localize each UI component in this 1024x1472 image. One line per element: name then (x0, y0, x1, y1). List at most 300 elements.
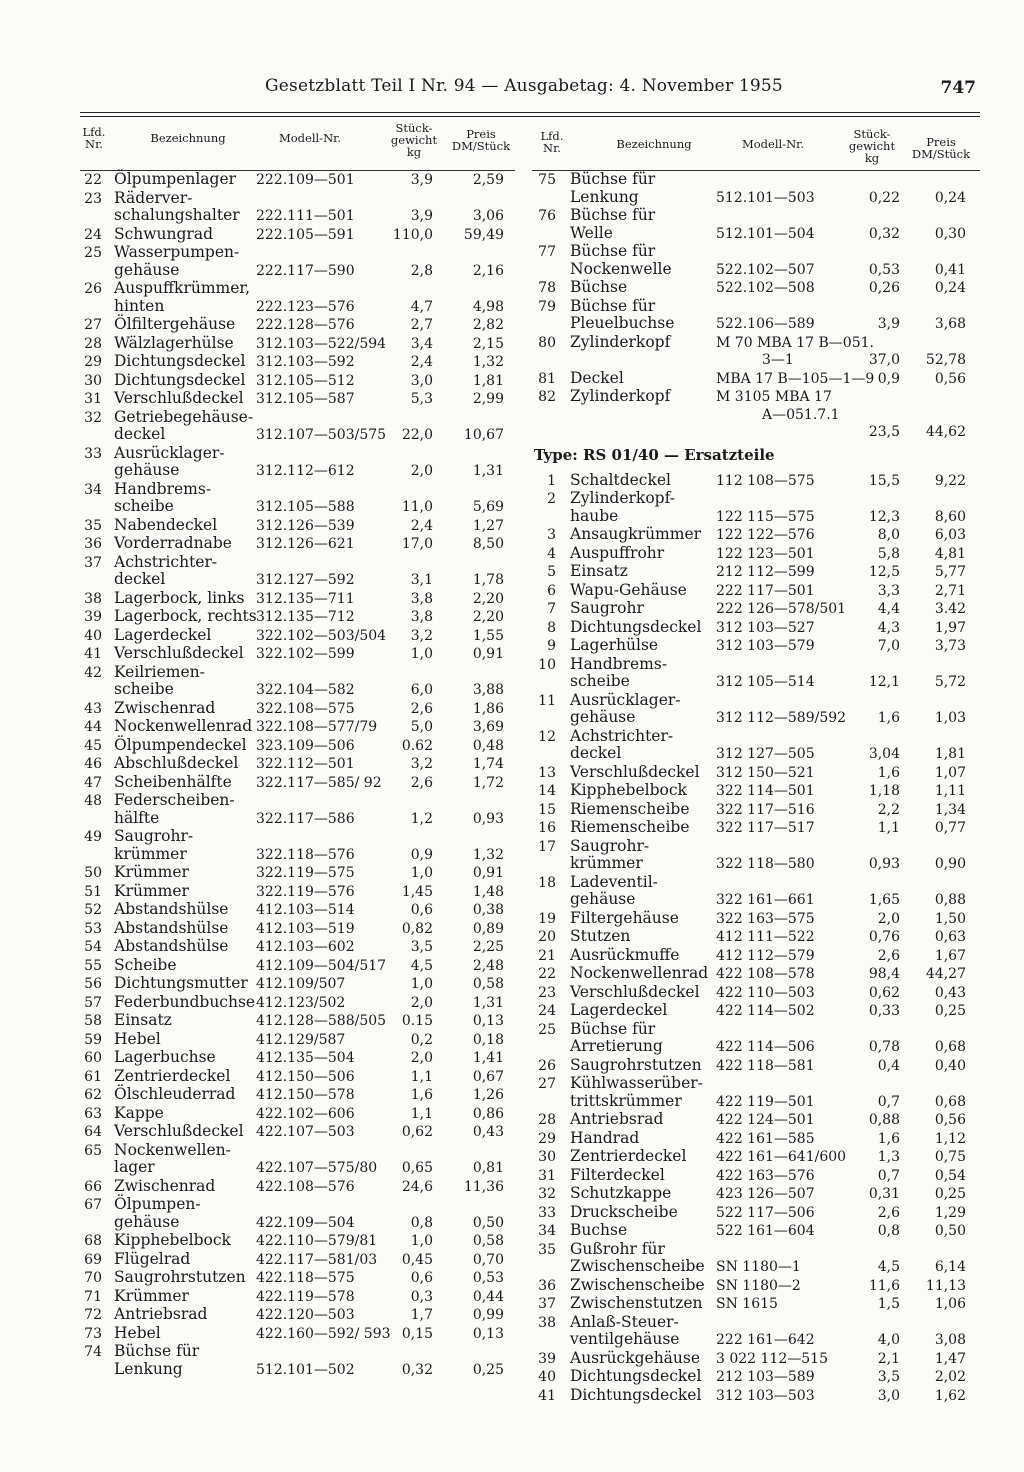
table-row (80, 1343, 515, 1379)
unit-weight: 3,9 (410, 208, 433, 224)
row-number: 31 (538, 1167, 556, 1184)
part-name: Nockenwellenrad (114, 717, 253, 735)
model-number: 322.108—575 (256, 700, 355, 717)
unit-price: 0,38 (472, 902, 504, 918)
unit-weight: 8,0 (877, 527, 900, 543)
unit-price: 0,81 (472, 1160, 504, 1176)
table-row (80, 244, 515, 280)
unit-weight: 4,5 (877, 1259, 900, 1275)
table-row (80, 792, 515, 828)
table-row (532, 965, 980, 984)
part-name: Nabendeckel (114, 515, 218, 534)
row-number: 61 (84, 1068, 102, 1085)
unit-price: 0,68 (934, 1093, 966, 1110)
part-name: krümmer (570, 854, 643, 872)
model-number: 412.150—506 (256, 1068, 355, 1085)
model-number: 312.112—612 (256, 463, 355, 479)
part-name: Auspuffrohr (570, 543, 665, 562)
unit-weight: 0.62 (401, 737, 433, 754)
row-number: 50 (84, 865, 102, 881)
part-name: Dichtungsdeckel (114, 370, 246, 389)
part-name: Lagerdeckel (570, 1001, 668, 1019)
table-row (80, 828, 515, 864)
unit-price: 0,24 (934, 280, 966, 296)
table-row (80, 1068, 515, 1087)
model-number: 222.117—590 (256, 262, 355, 279)
unit-weight: 37,0 (868, 352, 900, 368)
row-number: 2 (547, 491, 556, 507)
unit-weight: 0,2 (410, 1031, 433, 1048)
right-table-body-a (532, 171, 980, 442)
unit-weight: 2,7 (410, 317, 433, 333)
unit-weight: 2,0 (410, 1050, 433, 1066)
model-number: 422.102—606 (256, 1105, 355, 1122)
unit-weight: 5,0 (410, 719, 433, 735)
unit-price: 44,27 (925, 966, 966, 982)
row-number: 16 (538, 820, 556, 836)
table-row (532, 637, 980, 656)
unit-price: 2,20 (472, 609, 504, 625)
table-row (532, 838, 980, 874)
row-number: 45 (84, 737, 102, 754)
unit-price: 0,58 (472, 976, 504, 992)
unit-weight: 1,6 (877, 710, 900, 726)
row-number: 22 (538, 966, 556, 982)
table-row (80, 664, 515, 700)
model-number: 112 108—575 (716, 472, 815, 489)
left-column (80, 122, 515, 1379)
model-number: 312 112—589/592 (716, 710, 847, 726)
unit-price: 0,41 (934, 261, 966, 278)
table-row (80, 1232, 515, 1251)
row-number: 39 (84, 609, 102, 625)
model-number: 312 103—503 (716, 1387, 815, 1404)
unit-price: 3,68 (934, 316, 966, 332)
unit-price: 5,69 (472, 499, 504, 515)
part-name: Arretierung (570, 1037, 663, 1055)
unit-weight: 0,93 (868, 856, 900, 872)
table-row (80, 645, 515, 664)
part-name: Getriebegehäuse- (114, 407, 254, 426)
row-number: 25 (538, 1021, 556, 1038)
part-name: Wapu-Gehäuse (570, 580, 687, 599)
unit-price: 0,13 (472, 1013, 504, 1029)
unit-price: 2,99 (472, 391, 504, 407)
model-number: 422 163—576 (716, 1167, 815, 1184)
unit-weight: 3,1 (410, 572, 433, 588)
table-row (532, 619, 980, 638)
unit-weight: 1,0 (410, 646, 433, 662)
table-row (532, 472, 980, 491)
unit-weight: 11,0 (401, 499, 433, 515)
unit-weight: 17,0 (401, 536, 433, 552)
row-number: 23 (538, 984, 556, 1001)
part-name: Räderver- (114, 188, 193, 207)
unit-weight: 2,0 (877, 910, 900, 927)
row-number: 44 (84, 719, 102, 735)
part-name: Lagerbock, rechts (114, 607, 257, 625)
unit-price: 4,98 (472, 298, 504, 315)
part-name: Achstrichter- (114, 552, 218, 571)
table-row (80, 1142, 515, 1178)
row-number: 24 (538, 1003, 556, 1019)
row-number: 14 (538, 783, 556, 799)
unit-weight: 7,0 (877, 638, 900, 654)
part-name: deckel (570, 744, 622, 762)
model-number: 412.129/587 (256, 1031, 346, 1048)
table-row (80, 1178, 515, 1197)
unit-price: 0,43 (472, 1124, 504, 1140)
unit-weight: 0,22 (868, 189, 900, 206)
model-number: 322.102—503/504 (256, 627, 387, 644)
unit-price: 1,06 (934, 1296, 966, 1312)
table-row (532, 1295, 980, 1314)
header-lfd-nr: Lfd. Nr. (540, 129, 564, 155)
row-number: 53 (84, 920, 102, 937)
model-number: 422 161—641/600 (716, 1149, 847, 1165)
part-name: Zylinderkopf- (570, 489, 675, 507)
table-row (532, 1222, 980, 1241)
part-name: Verschlußdeckel (114, 644, 244, 662)
model-number: SN 1180—2 (716, 1277, 801, 1294)
row-number: 59 (84, 1031, 102, 1048)
table-header (532, 122, 980, 171)
part-name: Zwischenstutzen (570, 1294, 703, 1312)
part-name: Zentrierdeckel (570, 1147, 687, 1165)
unit-price: 0,25 (934, 1186, 966, 1202)
unit-price: 1,55 (472, 627, 504, 644)
header-bezeichnung: Bezeichnung (150, 131, 226, 145)
part-name: Zylinderkopf (570, 332, 671, 351)
unit-price: 0,75 (934, 1149, 966, 1165)
row-number: 52 (84, 902, 102, 918)
model-number: 412.135—504 (256, 1050, 355, 1066)
model-number: 422 124—501 (716, 1112, 815, 1128)
unit-price: 0,89 (472, 920, 504, 937)
unit-price: 0,56 (934, 370, 966, 387)
unit-price: 1,86 (472, 700, 504, 717)
part-name: Flügelrad (114, 1249, 191, 1268)
unit-weight: 1,0 (410, 1233, 433, 1249)
model-number: 312 150—521 (716, 764, 815, 781)
model-number: 312 105—514 (716, 674, 815, 690)
row-number: 7 (547, 601, 556, 617)
model-number: 412.103—514 (256, 902, 355, 918)
unit-weight: 0,8 (410, 1214, 433, 1231)
unit-price: 0,24 (934, 189, 966, 206)
unit-price: 0,77 (934, 820, 966, 836)
row-number: 60 (84, 1050, 102, 1066)
model-number: 212 112—599 (716, 564, 815, 580)
unit-weight: 12,3 (868, 508, 900, 525)
part-name: Ausrücklager- (114, 443, 225, 462)
unit-price: 0,48 (472, 737, 504, 754)
table-row (80, 1251, 515, 1270)
row-number: 79 (538, 298, 556, 315)
right-column (532, 122, 980, 1405)
part-name: Dichtungsmutter (114, 974, 248, 992)
part-name: Kipphebelbock (114, 1231, 231, 1249)
part-name: krümmer (114, 844, 187, 863)
unit-price: 1,34 (934, 801, 966, 818)
unit-price: 1,48 (472, 883, 504, 900)
model-number: 422.109—504 (256, 1214, 355, 1231)
model-number: 222.128—576 (256, 317, 355, 333)
unit-weight: 1,1 (877, 820, 900, 836)
unit-weight: 2,0 (410, 463, 433, 479)
header-stueckgewicht: Stück- gewicht kg (848, 127, 896, 165)
row-number: 78 (538, 280, 556, 296)
unit-price: 0,25 (472, 1361, 504, 1378)
model-number: MBA 17 B—105—1—9 (716, 370, 875, 387)
table-row (80, 755, 515, 774)
part-name: Büchse für (570, 170, 656, 188)
part-name: Ölpumpendeckel (114, 735, 247, 754)
table-row (532, 1167, 980, 1186)
row-number: 33 (538, 1204, 556, 1221)
model-number: 3 022 112—515 (716, 1350, 828, 1367)
part-name: Dichtungsdeckel (114, 352, 246, 370)
part-name: Dichtungsdeckel (570, 1385, 702, 1404)
part-name: Verschlußdeckel (570, 982, 700, 1001)
table-row (532, 563, 980, 582)
unit-weight: 2,6 (410, 700, 433, 717)
row-number: 74 (84, 1344, 102, 1360)
unit-price: 0,67 (472, 1068, 504, 1085)
part-name: Schwungrad (114, 224, 214, 243)
part-name: Zwischenscheibe (570, 1275, 705, 1294)
part-name: Saugrohr- (570, 836, 650, 855)
unit-weight: 2,2 (877, 801, 900, 818)
unit-weight: 0,62 (401, 1124, 433, 1140)
model-number: A—051.7.1 (762, 406, 840, 423)
row-number: 22 (84, 172, 102, 188)
unit-price: 0,54 (934, 1167, 966, 1184)
model-number: M 70 MBA 17 B—051. (716, 334, 874, 351)
table-row (80, 1306, 515, 1325)
table-row (532, 243, 980, 279)
model-number: M 3105 MBA 17 (716, 389, 832, 405)
left-table-body (80, 171, 515, 1379)
part-name: Filtergehäuse (570, 908, 679, 927)
row-number: 17 (538, 838, 556, 855)
unit-weight: 2,0 (410, 994, 433, 1011)
table-row (80, 774, 515, 793)
unit-price: 0,99 (472, 1307, 504, 1323)
part-name: Lagerdeckel (114, 625, 212, 644)
unit-weight: 3,4 (410, 335, 433, 352)
table-row (532, 1075, 980, 1111)
row-number: 39 (538, 1350, 556, 1367)
row-number: 27 (84, 317, 102, 333)
unit-weight: 0,78 (868, 1039, 900, 1055)
part-name: Vorderradnabe (114, 534, 232, 552)
unit-price: 5,72 (934, 674, 966, 690)
unit-price: 3,06 (472, 208, 504, 224)
unit-price: 1,81 (472, 372, 504, 389)
row-number: 66 (84, 1178, 102, 1195)
row-number: 35 (84, 517, 102, 534)
unit-weight: 5,3 (410, 391, 433, 407)
part-name: Ansaugkrümmer (570, 525, 702, 543)
unit-weight: 2,6 (877, 1204, 900, 1221)
model-number: 422.107—575/80 (256, 1160, 378, 1176)
part-name: hinten (114, 296, 165, 315)
part-name: Handbrems- (570, 654, 668, 673)
unit-price: 0,90 (934, 856, 966, 872)
header-modell: Modell-Nr. (741, 137, 805, 151)
table-row (532, 1204, 980, 1223)
unit-price: 1,11 (934, 783, 966, 799)
part-name: Kipphebelbock (570, 781, 687, 799)
part-name: Lenkung (570, 187, 639, 206)
part-name: Dichtungsdeckel (570, 617, 702, 636)
unit-price: 1,81 (934, 746, 966, 762)
model-number: 422 161—585 (716, 1130, 815, 1147)
model-number: 512.101—504 (716, 225, 815, 242)
table-row (80, 481, 515, 517)
row-number: 34 (538, 1223, 556, 1239)
model-number: 422 119—501 (716, 1093, 815, 1110)
table-row (80, 590, 515, 609)
section-title: Type: RS 01/40 — Ersatzteile (534, 445, 775, 464)
table-row (80, 535, 515, 554)
model-number: 412.128—588/505 (256, 1013, 387, 1029)
row-number: 63 (84, 1105, 102, 1122)
row-number: 64 (84, 1124, 102, 1140)
unit-weight: 0,53 (868, 261, 900, 278)
unit-weight: 2,6 (410, 774, 433, 791)
unit-weight: 1,1 (410, 1068, 433, 1085)
part-name: Scheibenhälfte (114, 772, 232, 791)
part-name: Krümmer (114, 863, 189, 881)
part-name: Wälzlagerhülse (114, 333, 234, 352)
table-row (532, 1021, 980, 1057)
unit-weight: 24,6 (401, 1178, 433, 1195)
table-row (80, 1196, 515, 1232)
unit-price: 0,53 (472, 1270, 504, 1286)
unit-price: 2,59 (472, 172, 504, 188)
model-number: 322 161—661 (716, 892, 815, 908)
unit-weight: 0,88 (868, 1112, 900, 1128)
table-row (80, 700, 515, 719)
table-row (80, 316, 515, 335)
row-number: 67 (84, 1197, 102, 1213)
model-number: 312.127—592 (256, 572, 355, 588)
row-number: 5 (547, 564, 556, 580)
unit-weight: 0,76 (868, 929, 900, 945)
header-bezeichnung: Bezeichnung (616, 137, 692, 151)
unit-price: 1,29 (934, 1204, 966, 1221)
unit-weight: 1,6 (877, 764, 900, 781)
unit-price: 0,50 (934, 1223, 966, 1239)
row-number: 40 (84, 627, 102, 644)
model-number: 522.102—507 (716, 261, 815, 278)
part-name: Einsatz (114, 1011, 172, 1029)
model-number: 322.119—575 (256, 865, 355, 881)
table-row (80, 1105, 515, 1124)
part-name: Kühlwasserüber- (570, 1074, 703, 1092)
model-number: 222.123—576 (256, 298, 355, 315)
unit-price: 1,27 (472, 517, 504, 534)
part-name: scheibe (114, 497, 174, 515)
model-number: 312.105—512 (256, 372, 355, 389)
model-number: 422.118—575 (256, 1270, 355, 1286)
row-number: 33 (84, 445, 102, 462)
table-row (532, 388, 980, 442)
model-number: 412 111—522 (716, 929, 815, 945)
unit-price: 6,14 (934, 1259, 966, 1275)
part-name: Ausrücklager- (570, 690, 681, 709)
part-name: Abstandshülse (114, 937, 229, 955)
unit-price: 1,41 (472, 1050, 504, 1066)
row-number: 12 (538, 728, 556, 745)
table-header (80, 122, 515, 171)
model-number: 322 114—501 (716, 783, 815, 799)
part-name: Abstandshülse (114, 918, 229, 937)
table-row (532, 1350, 980, 1369)
row-number: 48 (84, 793, 102, 809)
unit-weight: 0,62 (868, 984, 900, 1001)
unit-weight: 3,5 (877, 1369, 900, 1385)
unit-price: 2,25 (472, 939, 504, 955)
unit-weight: 0,6 (410, 1270, 433, 1286)
table-row (532, 526, 980, 545)
right-table-body-b (532, 472, 980, 1406)
unit-weight: 3,0 (877, 1387, 900, 1404)
part-name: Keilriemen- (114, 662, 205, 681)
table-row (532, 819, 980, 838)
unit-price: 9,22 (934, 472, 966, 489)
part-name: Ölschleuderrad (114, 1085, 236, 1103)
model-number: 312 103—527 (716, 619, 815, 636)
unit-weight: 1,3 (877, 1149, 900, 1165)
part-name: deckel (114, 570, 166, 588)
unit-price: 0,63 (934, 929, 966, 945)
unit-weight: 110,0 (392, 226, 433, 243)
unit-price: 8,60 (934, 508, 966, 525)
model-number: 422 108—578 (716, 966, 815, 982)
table-row (80, 1288, 515, 1307)
unit-price: 59,49 (463, 226, 504, 243)
unit-weight: 4,0 (877, 1332, 900, 1348)
unit-price: 2,02 (934, 1369, 966, 1385)
unit-price: 4,81 (934, 545, 966, 562)
part-name: Lenkung (114, 1359, 183, 1378)
model-number: 422 110—503 (716, 984, 815, 1001)
unit-price: 3,73 (934, 638, 966, 654)
unit-weight: 0,7 (877, 1093, 900, 1110)
part-name: Riemenscheibe (570, 818, 690, 836)
model-number: 412.150—578 (256, 1087, 355, 1103)
row-number: 27 (538, 1076, 556, 1092)
unit-price: 1,67 (934, 947, 966, 964)
part-name: hälfte (114, 808, 160, 827)
part-name: Ausrückgehäuse (570, 1348, 701, 1367)
row-number: 30 (84, 372, 102, 389)
model-number: 522 117—506 (716, 1204, 815, 1221)
model-number: 312.135—711 (256, 590, 355, 607)
row-number: 31 (84, 391, 102, 407)
row-number: 43 (84, 700, 102, 717)
table-row (80, 975, 515, 994)
part-name: Büchse für (570, 206, 656, 224)
model-number: 422.107—503 (256, 1124, 355, 1140)
table-row (532, 1368, 980, 1387)
row-number: 69 (84, 1251, 102, 1268)
unit-price: 1,50 (934, 910, 966, 927)
part-name: trittskrümmer (570, 1091, 682, 1110)
